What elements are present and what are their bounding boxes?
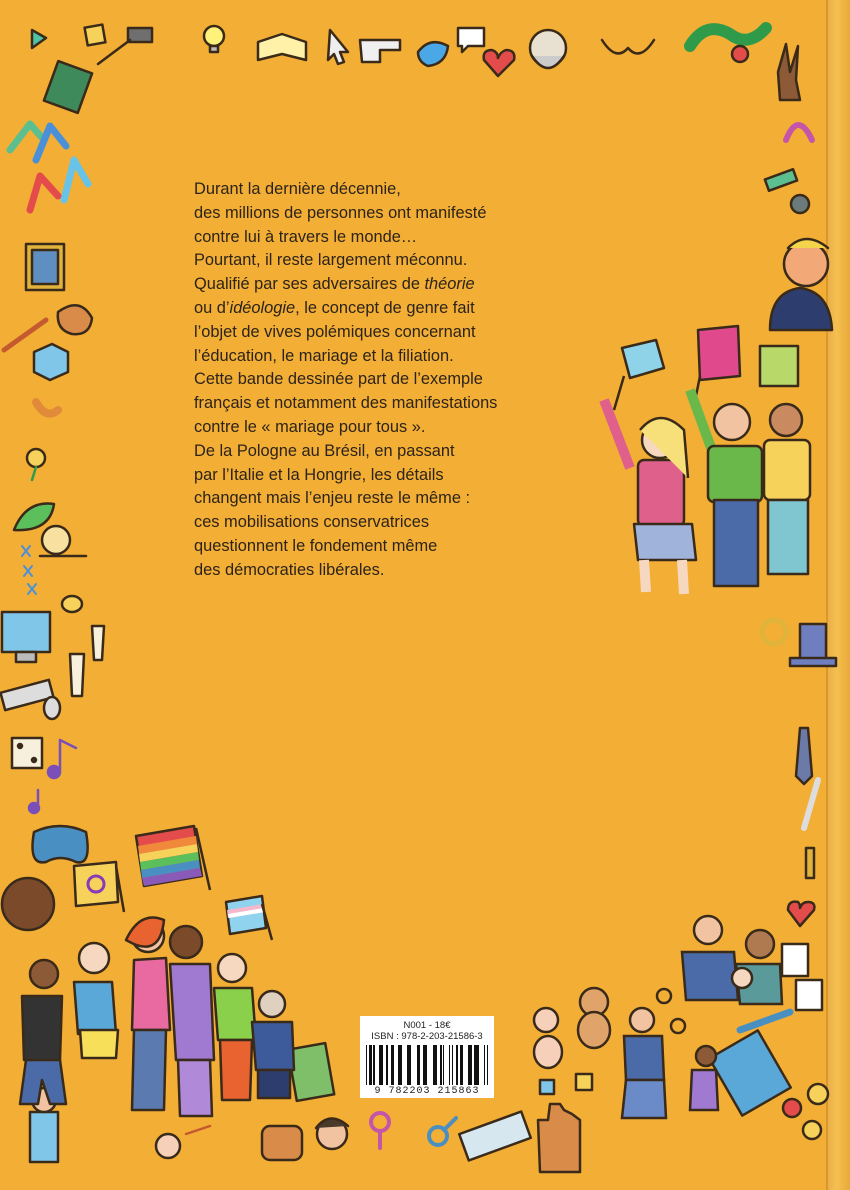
- smartphone-icon: [709, 1030, 790, 1115]
- snake-icon: [690, 28, 766, 46]
- blurb-line: [194, 464, 574, 488]
- hand-icon: [538, 1104, 580, 1172]
- family-flag-icon: [622, 340, 664, 378]
- blurb-text: Qualifié par ses adversaires de: [194, 275, 425, 294]
- blurb-line: [194, 535, 574, 559]
- mouse-icon: [44, 697, 60, 719]
- man-portrait-icon: [316, 1118, 348, 1149]
- bird-icon: [418, 42, 448, 66]
- blurb-text: changent mais l’enjeu reste le même :: [194, 489, 471, 508]
- blocks-icon: [540, 1074, 592, 1094]
- heart-right-icon: [788, 902, 814, 926]
- blurb-line: [194, 368, 574, 392]
- politician-portrait-icon: [770, 239, 832, 330]
- blurb-text: contre lui à travers le monde…: [194, 227, 418, 246]
- paintbrush-icon: [4, 320, 46, 350]
- blurb-text: contre le « mariage pour tous ».: [194, 417, 426, 436]
- barcode-digits: 9 782203 215863: [374, 1086, 480, 1097]
- computer-monitor-icon: [2, 612, 50, 662]
- leaf-icon: [14, 504, 54, 531]
- blurb-italic-term: idéologie: [229, 298, 296, 317]
- lightbulb-icon: [204, 26, 224, 52]
- blurb-line: [194, 511, 574, 535]
- blurb-line: [194, 178, 574, 202]
- blurb-line: [194, 559, 574, 583]
- sign-icon: [760, 346, 798, 386]
- cursor-icon: [328, 30, 348, 64]
- flower-icon: [27, 449, 45, 480]
- book-icon: [258, 34, 306, 60]
- blurb-line: [194, 321, 574, 345]
- ring-icon: [762, 620, 786, 644]
- back-cover-blurb: [194, 178, 574, 583]
- documents-icon: [782, 944, 822, 1010]
- blurb-line: [194, 487, 574, 511]
- cube-icon: [34, 344, 68, 380]
- blurb-text: par l’Italie et la Hongrie, les détails: [194, 465, 444, 484]
- snail-icon: [40, 526, 86, 556]
- blurb-line: [194, 226, 574, 250]
- product-code: N001 - 18€: [403, 1020, 451, 1031]
- blurb-text: ces mobilisations conservatrices: [194, 513, 430, 532]
- top-hat-icon: [790, 624, 836, 666]
- barcode-bar: [487, 1045, 488, 1085]
- blurb-italic-term: théorie: [424, 275, 475, 294]
- protesters-left-illustration: [20, 826, 294, 1116]
- family-flag-pink-icon: [698, 326, 740, 380]
- blurb-line: [194, 202, 574, 226]
- pen-icon: [740, 1012, 790, 1030]
- baby-icon: [534, 1008, 562, 1068]
- bee-icon: [62, 596, 82, 612]
- blurb-text: , le concept de genre fait: [295, 298, 475, 317]
- blurb-text: Cette bande dessinée part de l’exemple: [194, 370, 483, 389]
- apple-icon: [732, 46, 748, 62]
- virus-icon: [791, 195, 809, 213]
- teddy-bear-icon: [578, 988, 610, 1048]
- pointing-hand-icon: [360, 40, 400, 62]
- intersex-flag-icon: [74, 862, 124, 912]
- protester-figures: [20, 918, 294, 1117]
- gender-symbols-icon: [371, 1113, 456, 1148]
- blurb-text: des démocraties libérales.: [194, 560, 385, 579]
- pipe-icon: [36, 402, 58, 414]
- blurb-text: français et notamment des manifestations: [194, 394, 498, 413]
- chalkboard-icon: [44, 61, 92, 113]
- blurb-text: questionnent le fondement même: [194, 536, 438, 555]
- blurb-line: [194, 273, 574, 297]
- framed-portrait-icon: [26, 244, 64, 290]
- chess-pieces-icon: [70, 626, 104, 696]
- protesters-right-illustration: [604, 326, 810, 594]
- blurb-text: ou d’: [194, 298, 230, 317]
- victory-hand-icon: [778, 44, 800, 100]
- chromosomes-text-icon: [22, 546, 36, 594]
- blurb-line: [194, 249, 574, 273]
- blurb-text: Pourtant, il reste largement méconnu.: [194, 251, 468, 270]
- blurb-text: Durant la dernière décennie,: [194, 180, 401, 198]
- portrait-icon: [530, 30, 566, 68]
- sword-icon: [804, 780, 818, 828]
- blurb-text: De la Pologne au Brésil, en passant: [194, 441, 455, 460]
- barcode-bars: [366, 1045, 488, 1085]
- blurb-line: [194, 440, 574, 464]
- barcode-box: [360, 1016, 494, 1098]
- palette-icon: [58, 305, 92, 334]
- blurb-line: [194, 416, 574, 440]
- blurb-text: des millions de personnes ont manifesté: [194, 203, 487, 222]
- dice-icon: [12, 738, 42, 768]
- handcuffs-icon: [657, 989, 685, 1033]
- speech-bubble-icon: [458, 28, 484, 52]
- isbn-label: ISBN : 978-2-203-21586-3: [371, 1031, 483, 1042]
- trans-flag-icon: [226, 896, 272, 940]
- blurb-line: [194, 345, 574, 369]
- emoji-faces-icon: [783, 1084, 828, 1139]
- book-green-icon: [288, 1043, 334, 1101]
- blurb-line: [194, 392, 574, 416]
- heart-icon: [484, 50, 515, 76]
- rainbow-flag-icon: [136, 826, 210, 890]
- dancers-icon: [10, 124, 88, 210]
- necktie-icon: [796, 728, 812, 784]
- lipstick-icon: [806, 848, 814, 878]
- blurb-text: l’objet de vives polémiques concernant: [194, 322, 476, 341]
- hanger-icon: [786, 125, 812, 140]
- hands-heart-icon: [602, 40, 654, 53]
- blurb-line: [194, 297, 574, 321]
- blurb-text: l’éducation, le mariage et la filiation.: [194, 346, 454, 365]
- note-icon: [85, 25, 106, 46]
- bottle-icon: [765, 169, 797, 191]
- gamepad-icon: [33, 826, 88, 862]
- pill-pack-icon: [459, 1112, 531, 1161]
- fist-icon: [262, 1126, 302, 1160]
- triangle-icon: [32, 30, 46, 48]
- smiling-face-icon: [2, 878, 54, 930]
- hammer-icon: [98, 28, 152, 64]
- cupid-icon: [156, 1126, 210, 1158]
